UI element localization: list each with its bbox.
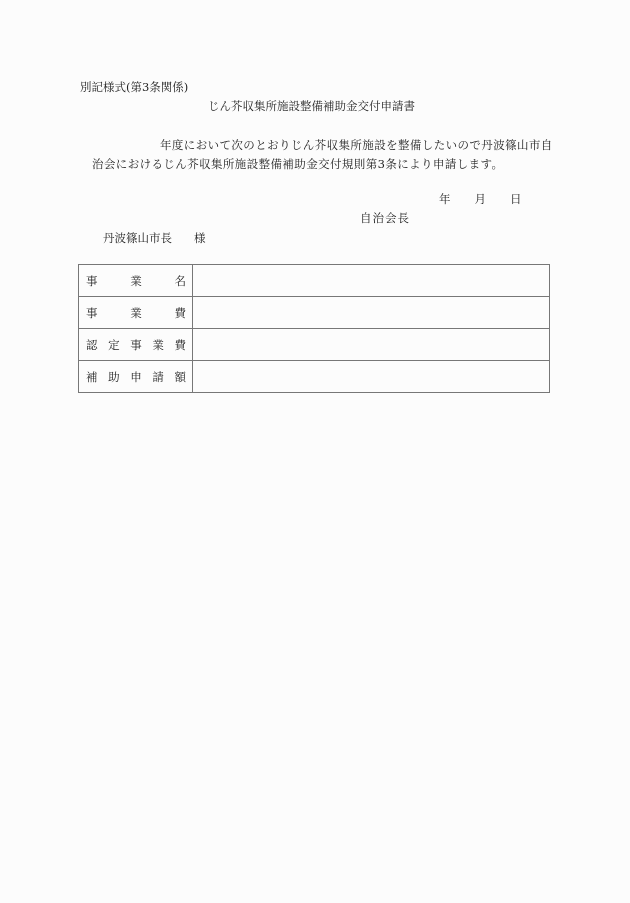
- table-row-subsidy-amount: [79, 361, 550, 393]
- date-day: 日: [510, 192, 522, 206]
- document-title: じん芥収集所施設整備補助金交付申請書: [208, 99, 415, 113]
- value-approved-cost[interactable]: [193, 329, 550, 361]
- date-line: [439, 192, 522, 206]
- paragraph-line-1: 年度において次のとおりじん芥収集所施設を整備したいので丹波篠山市自: [160, 138, 553, 152]
- label-approved-cost: 認 定 事 業 費: [79, 329, 193, 361]
- addressee-honorific: 様: [194, 231, 206, 245]
- addressee: [103, 231, 206, 245]
- table-row-project-name: [79, 265, 550, 297]
- applicant-title: 自治会長: [360, 211, 410, 225]
- label-project-name: 事 業 名: [79, 265, 193, 297]
- date-year: 年: [439, 192, 451, 206]
- table-row-project-cost: [79, 297, 550, 329]
- application-table: [78, 264, 550, 393]
- form-label: 別記様式(第3条関係): [80, 80, 189, 94]
- value-project-cost[interactable]: [193, 297, 550, 329]
- value-project-name[interactable]: [193, 265, 550, 297]
- label-project-cost: 事 業 費: [79, 297, 193, 329]
- paragraph-line-2: 治会におけるじん芥収集所施設整備補助金交付規則第3条により申請します。: [92, 157, 504, 171]
- date-month: 月: [474, 192, 486, 206]
- label-subsidy-amount: 補 助 申 請 額: [79, 361, 193, 393]
- addressee-name: 丹波篠山市長: [103, 231, 172, 245]
- table-row-approved-cost: [79, 329, 550, 361]
- value-subsidy-amount[interactable]: [193, 361, 550, 393]
